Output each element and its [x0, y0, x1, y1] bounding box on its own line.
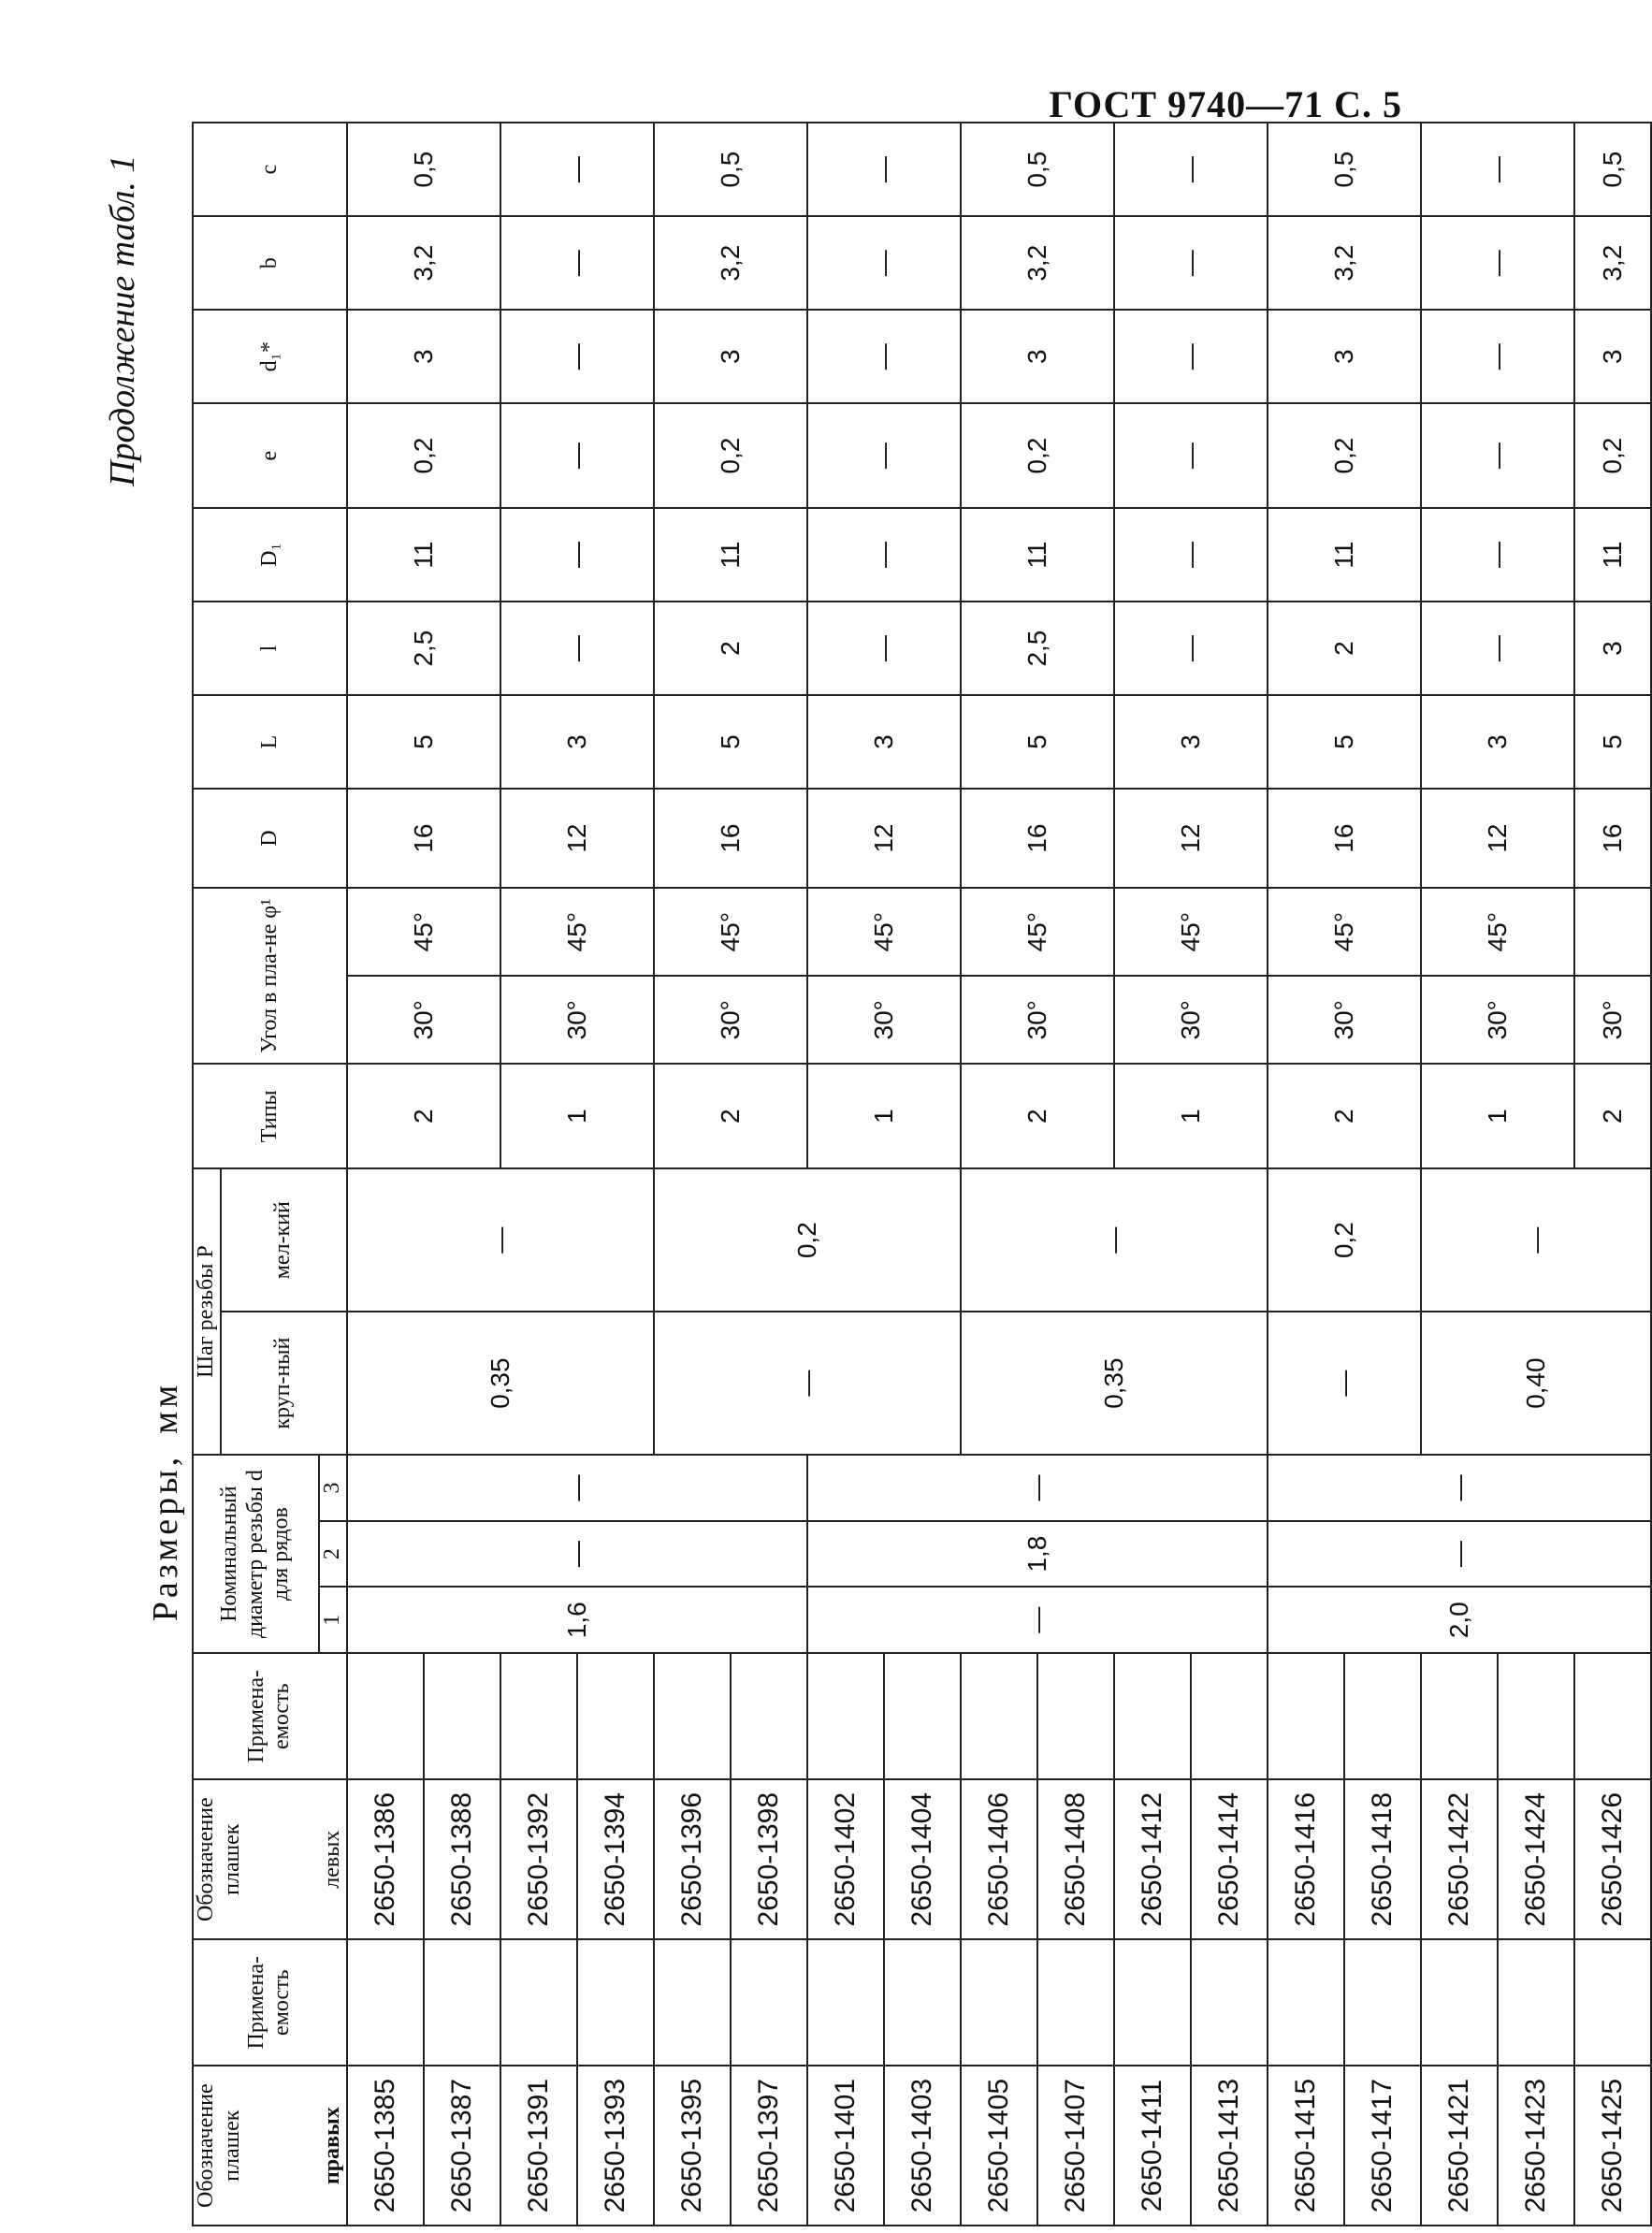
col-designation-left	[193, 1779, 347, 1939]
dim-d: 12	[1114, 789, 1268, 888]
dim-ll: —	[500, 602, 654, 695]
title-text: Размеры,	[146, 1453, 185, 1622]
dim-ll: 2,5	[347, 602, 500, 695]
dim-e: —	[807, 403, 961, 508]
pitch-coarse: 0,40	[1421, 1312, 1651, 1455]
page-header: ГОСТ 9740—71 С. 5	[1049, 83, 1402, 125]
nominal-diameter-row-2: —	[347, 1521, 807, 1588]
dim-l: 3	[807, 695, 961, 789]
dim-e: 0,2	[1268, 403, 1421, 508]
nominal-diameter-row-1: 2,0	[1268, 1587, 1651, 1653]
designation-left: 2650-1422	[1421, 1779, 1498, 1939]
table-row	[654, 123, 731, 2226]
type-value: 2	[961, 1064, 1114, 1168]
dim-c: —	[500, 123, 654, 216]
dim-d: 16	[1268, 789, 1421, 888]
dim-d1: —	[1421, 310, 1574, 403]
dim-d: 12	[500, 789, 654, 888]
designation-left: 2650-1424	[1498, 1779, 1574, 1939]
designation-right: 2650-1417	[1344, 2066, 1421, 2226]
col-b: b	[193, 216, 347, 310]
dim-l: 3	[500, 695, 654, 789]
applicability-right	[347, 1939, 424, 2066]
pitch-coarse: —	[1268, 1312, 1421, 1455]
dim-ll: 2	[654, 602, 807, 695]
type-value: 2	[347, 1064, 500, 1168]
dim-b: —	[807, 216, 961, 310]
dim-e: 0,2	[654, 403, 807, 508]
dim-b: 3,2	[961, 216, 1114, 310]
col-pitch-coarse: круп-ный	[221, 1312, 347, 1455]
col-applicability-left: Примена-емость	[193, 1653, 347, 1779]
dim-e: 0,2	[347, 403, 500, 508]
dim-d1: —	[1114, 310, 1268, 403]
dim-c: 0,5	[1574, 123, 1651, 216]
dim-ll: 3	[1574, 602, 1651, 695]
dim-d1: —	[807, 508, 961, 602]
dim-b: 3,2	[347, 216, 500, 310]
designation-right: 2650-1387	[424, 2066, 500, 2226]
dim-ll: 2	[1268, 602, 1421, 695]
designation-left: 2650-1402	[807, 1779, 884, 1939]
dim-b: 3,2	[654, 216, 807, 310]
dim-ll: —	[807, 602, 961, 695]
designation-left: 2650-1418	[1344, 1779, 1421, 1939]
dim-c: —	[1421, 123, 1574, 216]
applicability-left	[577, 1653, 654, 1779]
angle-30: 30°	[347, 976, 500, 1064]
angle-45: 45°	[1114, 888, 1268, 976]
applicability-left	[1114, 1653, 1191, 1779]
designation-right: 2650-1411	[1114, 2066, 1191, 2226]
angle-30: 30°	[1421, 976, 1574, 1064]
pitch-fine: —	[1421, 1168, 1651, 1312]
angle-30: 30°	[654, 976, 807, 1064]
dim-d1: 3	[961, 310, 1114, 403]
type-value: 1	[500, 1064, 654, 1168]
designation-right: 2650-1385	[347, 2066, 424, 2226]
angle-30: 30°	[807, 976, 961, 1064]
applicability-right	[1114, 1939, 1191, 2066]
applicability-left	[1574, 1653, 1651, 1779]
applicability-left	[424, 1653, 500, 1779]
type-value: 1	[1421, 1064, 1574, 1168]
table-row	[961, 123, 1037, 2226]
dim-d1: 3	[1268, 310, 1421, 403]
applicability-right	[577, 1939, 654, 2066]
dim-e: —	[500, 403, 654, 508]
dim-l: 3	[1114, 695, 1268, 789]
nominal-diameter-row-2: 1,8	[807, 1521, 1268, 1588]
nominal-diameter-row-3: —	[347, 1455, 807, 1521]
angle-45: 45°	[961, 888, 1114, 976]
pitch-fine: 0,2	[654, 1168, 961, 1312]
col-d1: d₁*	[193, 310, 347, 403]
designation-left: 2650-1408	[1037, 1779, 1114, 1939]
col-applicability-right: Примена-емость	[193, 1939, 347, 2066]
col-left-label: левых	[320, 1830, 345, 1889]
angle-45: 45°	[654, 888, 807, 976]
designation-left: 2650-1426	[1574, 1779, 1651, 1939]
type-value: 2	[1268, 1064, 1421, 1168]
col-pitch-fine: мел-кий	[221, 1168, 347, 1312]
nominal-diameter-row-3: —	[807, 1455, 1268, 1521]
dim-d: 12	[807, 789, 961, 888]
dim-ll: 2,5	[961, 602, 1114, 695]
angle-45	[1574, 888, 1651, 976]
dim-l: 5	[1574, 695, 1651, 789]
dim-c: 0,5	[347, 123, 500, 216]
dim-b: —	[1421, 216, 1574, 310]
col-right-label: правых	[320, 2107, 345, 2185]
designation-right: 2650-1397	[731, 2066, 807, 2226]
designation-left: 2650-1396	[654, 1779, 731, 1939]
applicability-left	[884, 1653, 961, 1779]
dim-d1: —	[1114, 508, 1268, 602]
applicability-right	[1268, 1939, 1344, 2066]
angle-30: 30°	[500, 976, 654, 1064]
pitch-fine: —	[961, 1168, 1268, 1312]
applicability-left	[654, 1653, 731, 1779]
col-e: e	[193, 403, 347, 508]
dim-c: —	[1114, 123, 1268, 216]
nominal-diameter-row-1: —	[807, 1587, 1268, 1653]
applicability-right	[731, 1939, 807, 2066]
applicability-right	[1421, 1939, 1498, 2066]
designation-left: 2650-1386	[347, 1779, 424, 1939]
dim-d1: —	[500, 508, 654, 602]
designation-right: 2650-1407	[1037, 2066, 1114, 2226]
table-row	[1268, 123, 1344, 2226]
pitch-coarse: —	[654, 1312, 961, 1455]
applicability-right	[1498, 1939, 1574, 2066]
table-row	[1421, 123, 1498, 2226]
col-nominal-diameter: Номинальный диаметр резьбы d для рядов	[193, 1455, 319, 1653]
applicability-left	[500, 1653, 577, 1779]
type-value: 2	[1574, 1064, 1651, 1168]
applicability-right	[424, 1939, 500, 2066]
dim-e: 0,2	[1574, 403, 1651, 508]
col-designation-left-title: Обозначение плашек	[194, 1797, 244, 1922]
applicability-left	[1344, 1653, 1421, 1779]
table-title	[139, 776, 187, 2226]
applicability-left	[1498, 1653, 1574, 1779]
col-types: Типы	[193, 1064, 347, 1168]
dim-d1: —	[1421, 508, 1574, 602]
col-l: l	[193, 602, 347, 695]
nominal-diameter-row-1: 1,6	[347, 1587, 807, 1653]
applicability-right	[500, 1939, 577, 2066]
designation-right: 2650-1423	[1498, 2066, 1574, 2226]
dim-d1: —	[500, 310, 654, 403]
rotated-table-area	[103, 122, 1628, 2226]
angle-30: 30°	[1268, 976, 1421, 1064]
table-row	[347, 123, 424, 2226]
applicability-right	[1344, 1939, 1421, 2066]
angle-45: 45°	[500, 888, 654, 976]
dim-d: 16	[654, 789, 807, 888]
dim-d1: 11	[347, 508, 500, 602]
dim-d: 12	[1421, 789, 1574, 888]
applicability-left	[1037, 1653, 1114, 1779]
dim-b: 3,2	[1574, 216, 1651, 310]
designation-right: 2650-1405	[961, 2066, 1037, 2226]
dim-d1: 3	[347, 310, 500, 403]
dim-l: 5	[1268, 695, 1421, 789]
dim-b: —	[1114, 216, 1268, 310]
pitch-coarse: 0,35	[347, 1312, 654, 1455]
angle-30: 30°	[1114, 976, 1268, 1064]
applicability-left	[1268, 1653, 1344, 1779]
dim-b: 3,2	[1268, 216, 1421, 310]
dim-l: 5	[654, 695, 807, 789]
nominal-diameter-row-2: —	[1268, 1521, 1651, 1588]
dim-d1: 11	[654, 508, 807, 602]
designation-left: 2650-1406	[961, 1779, 1037, 1939]
dim-c: 0,5	[1268, 123, 1421, 216]
dimensions-table	[192, 122, 1652, 2226]
type-value: 1	[1114, 1064, 1268, 1168]
designation-right: 2650-1415	[1268, 2066, 1344, 2226]
applicability-right	[1191, 1939, 1268, 2066]
dim-d1: 3	[1574, 310, 1651, 403]
designation-left: 2650-1414	[1191, 1779, 1268, 1939]
designation-right: 2650-1393	[577, 2066, 654, 2226]
designation-left: 2650-1392	[500, 1779, 577, 1939]
dim-l: 3	[1421, 695, 1574, 789]
table-continuation-caption: Продолжение табл. 1	[103, 154, 142, 486]
designation-right: 2650-1401	[807, 2066, 884, 2226]
dim-e: 0,2	[961, 403, 1114, 508]
col-pitch: Шаг резьбы P	[193, 1168, 221, 1455]
angle-45: 45°	[1421, 888, 1574, 976]
designation-right: 2650-1403	[884, 2066, 961, 2226]
designation-left: 2650-1412	[1114, 1779, 1191, 1939]
dim-d1: 11	[1268, 508, 1421, 602]
applicability-left	[347, 1653, 424, 1779]
col-D1: D₁	[193, 508, 347, 602]
dim-l: 5	[347, 695, 500, 789]
angle-30: 30°	[1574, 976, 1651, 1064]
dim-ll: —	[1114, 602, 1268, 695]
designation-left: 2650-1398	[731, 1779, 807, 1939]
col-designation-right-title: Обозначение плашек	[194, 2083, 244, 2208]
type-value: 2	[654, 1064, 807, 1168]
designation-right: 2650-1391	[500, 2066, 577, 2226]
applicability-left	[1421, 1653, 1498, 1779]
applicability-right	[807, 1939, 884, 2066]
pitch-fine: —	[347, 1168, 654, 1312]
dim-d: 16	[1574, 789, 1651, 888]
applicability-right	[1574, 1939, 1651, 2066]
dim-b: —	[500, 216, 654, 310]
dim-d1: 11	[1574, 508, 1651, 602]
dim-l: 5	[961, 695, 1114, 789]
designation-right: 2650-1425	[1574, 2066, 1651, 2226]
applicability-right	[654, 1939, 731, 2066]
designation-left: 2650-1388	[424, 1779, 500, 1939]
col-designation-right	[193, 2066, 347, 2226]
dim-d1: —	[807, 310, 961, 403]
applicability-right	[1037, 1939, 1114, 2066]
pitch-coarse: 0,35	[961, 1312, 1268, 1455]
designation-left: 2650-1394	[577, 1779, 654, 1939]
angle-45: 45°	[1268, 888, 1421, 976]
dim-e: —	[1114, 403, 1268, 508]
angle-30: 30°	[961, 976, 1114, 1064]
pitch-fine: 0,2	[1268, 1168, 1421, 1312]
applicability-right	[884, 1939, 961, 2066]
dim-d: 16	[961, 789, 1114, 888]
col-D: D	[193, 789, 347, 888]
designation-right: 2650-1421	[1421, 2066, 1498, 2226]
designation-left: 2650-1416	[1268, 1779, 1344, 1939]
designation-left: 2650-1404	[884, 1779, 961, 1939]
applicability-left	[731, 1653, 807, 1779]
applicability-left	[961, 1653, 1037, 1779]
nominal-diameter-row-3: —	[1268, 1455, 1651, 1521]
applicability-left	[1191, 1653, 1268, 1779]
col-row-1: 1	[319, 1587, 347, 1653]
col-angle: Угол в пла-не φ¹	[193, 888, 347, 1064]
applicability-left	[807, 1653, 884, 1779]
dim-d1: 11	[961, 508, 1114, 602]
dim-c: 0,5	[961, 123, 1114, 216]
dim-c: 0,5	[654, 123, 807, 216]
angle-45: 45°	[807, 888, 961, 976]
dim-c: —	[807, 123, 961, 216]
col-row-3: 3	[319, 1455, 347, 1521]
col-L: L	[193, 695, 347, 789]
dim-ll: —	[1421, 602, 1574, 695]
applicability-right	[961, 1939, 1037, 2066]
dim-d: 16	[347, 789, 500, 888]
title-units: мм	[146, 1381, 185, 1434]
dim-d1: 3	[654, 310, 807, 403]
dim-e: —	[1421, 403, 1574, 508]
type-value: 1	[807, 1064, 961, 1168]
col-c: c	[193, 123, 347, 216]
designation-right: 2650-1413	[1191, 2066, 1268, 2226]
col-row-2: 2	[319, 1521, 347, 1588]
angle-45: 45°	[347, 888, 500, 976]
designation-right: 2650-1395	[654, 2066, 731, 2226]
